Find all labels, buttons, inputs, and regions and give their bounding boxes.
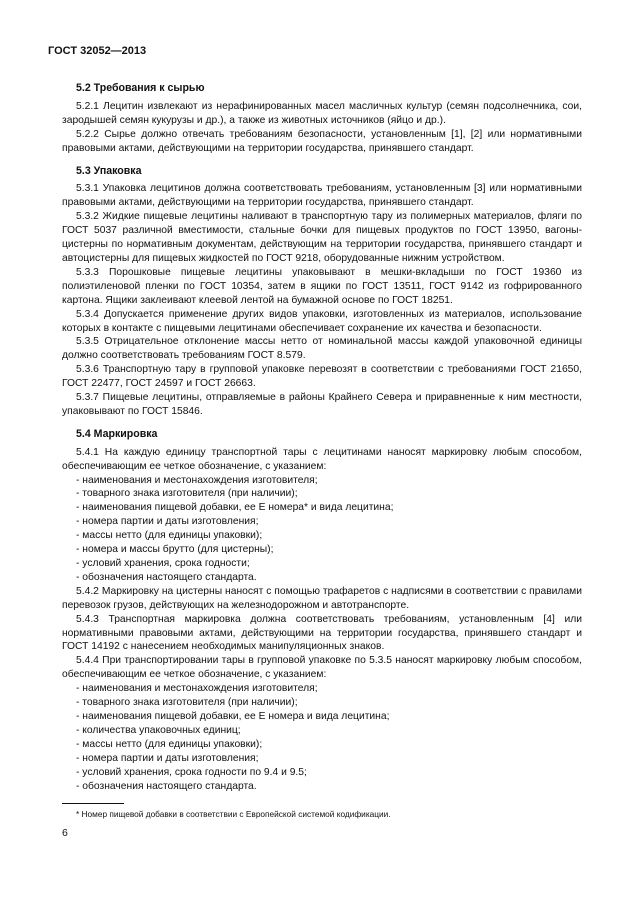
paragraph-5-2-1: 5.2.1 Лецитин извлекают из нерафинированных масел масличных культур (семян подсолнечника, сои, зародышей семян кукурузы и др.), а также из животных источников (яйцо и др.). bbox=[62, 100, 582, 126]
list-item: - товарного знака изготовителя (при наличии); bbox=[76, 697, 298, 709]
paragraph-5-3-3: 5.3.3 Порошковые пищевые лецитины упаковывают в мешки-вкладыши по ГОСТ 19360 из полиэтиленовой пленки по ГОСТ 10354, затем в ящики по ГОСТ 13511, ГОСТ 9142 из гофрированного картона. Ящики заклеивают клеевой лентой на бумажной основе по ГОСТ 18251. bbox=[62, 266, 582, 306]
list-item: - номера и массы брутто (для цистерны); bbox=[76, 544, 274, 556]
list-item: - обозначения настоящего стандарта. bbox=[76, 571, 257, 583]
list-item: - наименования пищевой добавки, ее Е номера* и вида лецитина; bbox=[76, 502, 394, 514]
list-item: - массы нетто (для единицы упаковки); bbox=[76, 530, 263, 542]
list-item: - условий хранения, срока годности; bbox=[76, 558, 250, 569]
section-5-3 bbox=[62, 165, 582, 419]
page-number: 6 bbox=[62, 827, 68, 839]
list-item: - номера партии и даты изготовления; bbox=[76, 516, 259, 528]
document-header: ГОСТ 32052—2013 bbox=[48, 45, 147, 57]
list-item: - обозначения настоящего стандарта. bbox=[76, 780, 257, 792]
footnote-divider bbox=[62, 803, 124, 804]
list-item: - массы нетто (для единицы упаковки); bbox=[76, 738, 263, 750]
paragraph-5-3-7: 5.3.7 Пищевые лецитины, отправляемые в районы Крайнего Севера и приравненные к ним местности, упаковывают по ГОСТ 15846. bbox=[62, 392, 582, 417]
list-5-4-4 bbox=[62, 682, 582, 793]
paragraph-5-4-2: 5.4.2 Маркировку на цистерны наносят с помощью трафаретов с надписями в соответствии с правилами перевозок грузов, действующих на железнодорожном и автотранспорте. bbox=[62, 585, 582, 611]
paragraph-5-3-6: 5.3.6 Транспортную тару в групповой упаковке перевозят в соответствии с требованиями ГОСТ 21650, ГОСТ 22477, ГОСТ 24597 и ГОСТ 26663. bbox=[62, 364, 582, 390]
section-title: 5.4 Маркировка bbox=[76, 427, 158, 440]
paragraph-5-3-4: 5.3.4 Допускается применение других видов упаковки, изготовленных из материалов, использование которых в контакте с пищевыми лецитинами обеспечивает сохранение их качества и безопасности. bbox=[62, 308, 582, 334]
list-5-4-1 bbox=[62, 474, 582, 585]
list-item: - наименования пищевой добавки, ее Е номера и вида лецитина; bbox=[76, 710, 390, 722]
section-title: 5.3 Упаковка bbox=[76, 164, 142, 177]
paragraph-5-4-1: 5.4.1 На каждую единицу транспортной тары с лецитинами наносят маркировку любым способом, обеспечивающим ее четкое обозначение, с указанием: bbox=[62, 446, 582, 472]
paragraph-5-3-2: 5.3.2 Жидкие пищевые лецитины наливают в транспортную тару из полимерных материалов, фляги по ГОСТ 5037 различной вместимости, стальные бочки для пищевых продуктов по ГОСТ 13950, вагоны-цистерны по нормативным документам, действующим на территории государства, принявшего стандарт и автоцистерны для пищевых жидкостей по ГОСТ 9218, оборудованные нижним устройством. bbox=[62, 211, 582, 264]
paragraph-5-4-4: 5.4.4 При транспортировании тары в групповой упаковке по 5.3.5 наносят маркировку любым способом, обеспечивающим ее четкое обозначение, с указанием: bbox=[62, 655, 582, 681]
list-item: - номера партии и даты изготовления; bbox=[76, 752, 259, 764]
list-item: - условий хранения, срока годности по 9.4 и 9.5; bbox=[76, 766, 307, 778]
list-item: - наименования и местонахождения изготовителя; bbox=[76, 474, 318, 486]
section-5-2 bbox=[62, 82, 582, 156]
section-5-4 bbox=[62, 428, 582, 794]
document-body bbox=[62, 82, 582, 793]
footnote: * Номер пищевой добавки в соответствии с Европейской системой кодификации. bbox=[76, 809, 391, 819]
paragraph-5-3-5: 5.3.5 Отрицательное отклонение массы нетто от номинальной массы каждой упаковочной единицы должно соответствовать требованиям ГОСТ 8.579. bbox=[62, 336, 582, 362]
section-title: 5.2 Требования к сырью bbox=[76, 82, 205, 94]
paragraph-5-4-3: 5.4.3 Транспортная маркировка должна соответствовать требованиям, установленным [4] или нормативными правовыми актами, действующими на территории государства, принявшего стандарт и ГОСТ 14192 с нанесением необходимых манипуляционных знаков. bbox=[62, 613, 582, 653]
list-item: - наименования и местонахождения изготовителя; bbox=[76, 683, 318, 695]
list-item: - количества упаковочных единиц; bbox=[76, 724, 241, 736]
list-item: - товарного знака изготовителя (при наличии); bbox=[76, 488, 298, 500]
paragraph-5-3-1: 5.3.1 Упаковка лецитинов должна соответствовать требованиям, установленным [3] или нормативными правовыми актами, действующими на территории государства, принявшего стандарт. bbox=[62, 183, 582, 209]
paragraph-5-2-2: 5.2.2 Сырье должно отвечать требованиям безопасности, установленным [1], [2] или нормативными правовыми актами, действующими на территории государства, принявшего стандарт. bbox=[62, 128, 582, 154]
